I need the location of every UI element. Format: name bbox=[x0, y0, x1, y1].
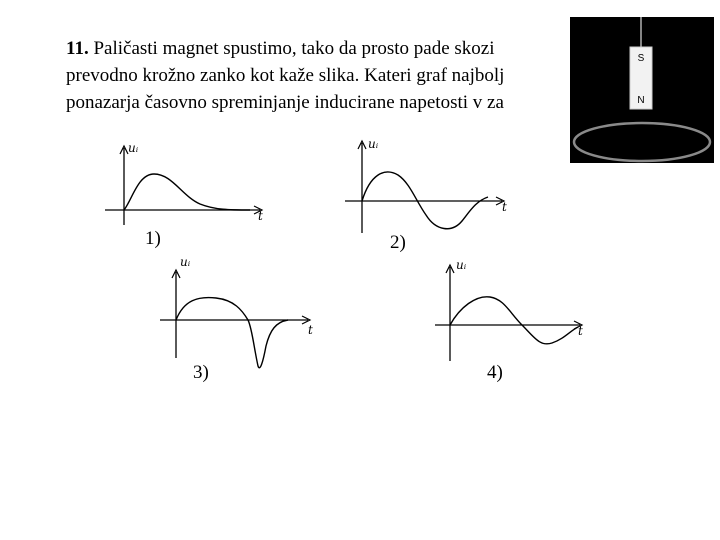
graph-3 bbox=[150, 255, 330, 373]
conducting-loop bbox=[574, 123, 710, 161]
magnet-south-label: S bbox=[637, 53, 645, 64]
graph-4-x-label: t bbox=[578, 324, 583, 338]
graph-2 bbox=[340, 135, 520, 235]
graph-1-y-label: uᵢ bbox=[128, 141, 139, 155]
question-line-1-text: Paličasti magnet spustimo, tako da prosto pade skozi bbox=[93, 38, 495, 59]
magnet-north-label: N bbox=[637, 95, 645, 106]
graph-3-x-label: t bbox=[308, 323, 313, 337]
question-text bbox=[66, 35, 586, 116]
graph-4 bbox=[430, 255, 610, 370]
graph-1-curve bbox=[124, 174, 250, 210]
graph-1-x-label: t bbox=[258, 209, 263, 223]
graph-1 bbox=[100, 140, 280, 230]
graph-4-curve bbox=[450, 297, 578, 344]
magnet-illustration bbox=[570, 17, 714, 163]
graph-4-label: 4) bbox=[487, 362, 503, 383]
question-number: 11. bbox=[66, 38, 89, 59]
question-line-1 bbox=[66, 35, 586, 62]
magnet-loop-photo bbox=[570, 17, 714, 163]
graph-3-label: 3) bbox=[193, 362, 209, 383]
graph-2-x-label: t bbox=[502, 200, 507, 214]
graph-3-curve bbox=[176, 298, 288, 368]
question-line-2: prevodno krožno zanko kot kaže slika. Kateri graf najbolj bbox=[66, 65, 505, 86]
question-line-3: ponazarja časovno spreminjanje inducirane napetosti v za bbox=[66, 92, 504, 113]
graph-1-label: 1) bbox=[145, 228, 161, 249]
graph-2-label: 2) bbox=[390, 232, 406, 253]
graph-3-y-label: uᵢ bbox=[180, 255, 191, 269]
graph-2-y-label: uᵢ bbox=[368, 137, 379, 151]
graph-4-y-label: uᵢ bbox=[456, 258, 467, 272]
